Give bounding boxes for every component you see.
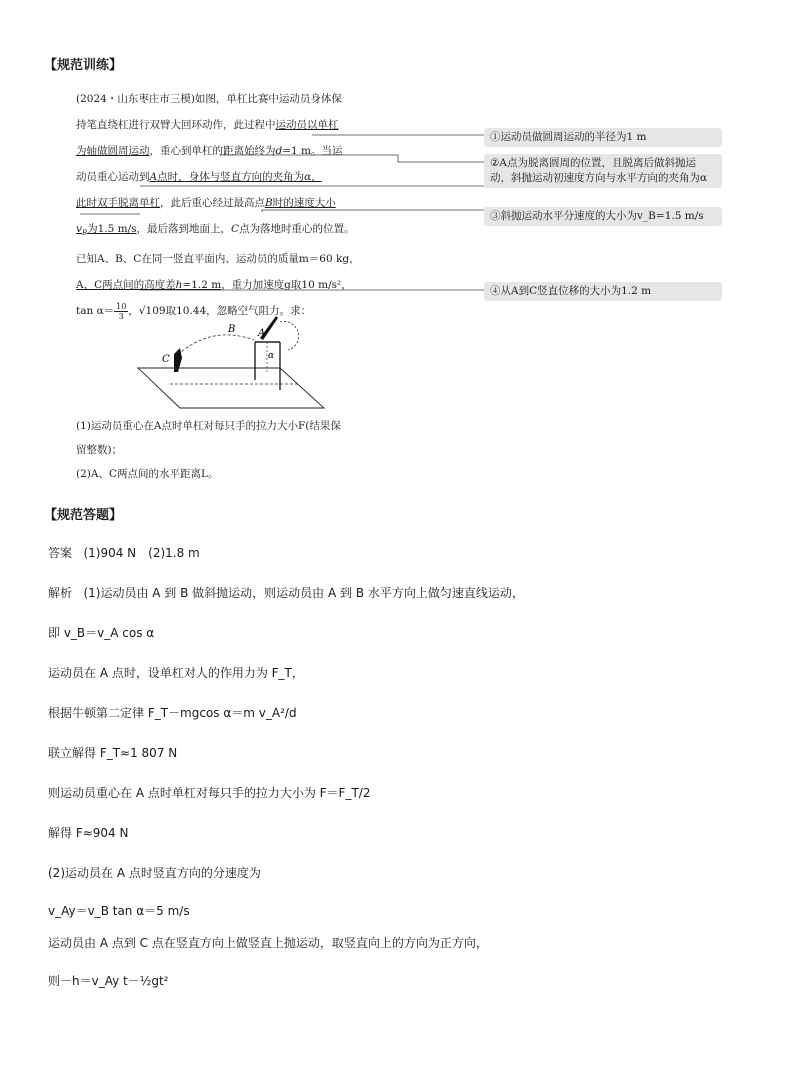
question-1-line-1: (1)运动员重心在A点时单杠对每只手的拉力大小F(结果保: [76, 420, 341, 432]
problem-line-6: $v_B$为1.5 m/s，最后落到地面上，C点为落地时重心的位置。: [76, 223, 355, 238]
ground-plane: [138, 368, 324, 408]
section-title-answer: 【规范答题】: [44, 508, 123, 523]
label-C: C: [162, 354, 170, 365]
analysis-line-10: 运动员由 A 点到 C 点在竖直方向上做竖直上抛运动，取竖直向上的方向为正方向，: [48, 936, 488, 950]
problem-line-8: A、C两点间的高度差h=1.2 m，重力加速度g取10 m/s²，: [76, 279, 352, 292]
analysis-line-3: 运动员在 A 点时，设单杠对人的作用力为 F_T，: [48, 666, 304, 680]
circle-arc: [280, 321, 299, 350]
analysis-line-4: 根据牛顿第二定律 F_T－mgcos α＝m v_A²/d: [48, 706, 297, 720]
problem-line-3: 为轴做圆周运动，重心到单杠的距离始终为d=1 m。当运: [76, 145, 343, 157]
problem-line-9: tan α＝ $\frac{10}{3}$ ，√109取10.44，忽略空气阻力。求：: [76, 301, 312, 321]
trajectory-path: [174, 335, 254, 358]
problem-line-7: 已知A、B、C在同一竖直平面内、运动员的质量m＝60 kg，: [76, 253, 360, 266]
problem-line-2: 持笔直绕杠进行双臂大回环动作，此过程中运动员以单杠: [76, 119, 339, 131]
section-title-training: 【规范训练】: [44, 58, 123, 73]
analysis-line-9: v_Ay＝v_B tan α＝5 m/s: [48, 904, 190, 918]
analysis-line-5: 联立解得 F_T≈1 807 N: [48, 746, 178, 760]
answer-line: 答案 (1)904 N (2)1.8 m: [48, 546, 200, 560]
gymnast-diagram: [130, 312, 330, 412]
questions: [76, 414, 396, 486]
fraction-10-3: $\frac{10}{3}$: [116, 301, 127, 321]
callout-1: ①运动员做圆周运动的半径为1 m: [484, 128, 722, 147]
analysis-line-6: 则运动员重心在 A 点时单杠对每只手的拉力大小为 F＝F_T/2: [48, 786, 371, 800]
analysis-line-1: 解析 (1)运动员由 A 到 B 做斜抛运动，则运动员由 A 到 B 水平方向上做匀速直线运动，: [48, 586, 524, 600]
callout-2: ②A点为脱离圆周的位置，且脱离后做斜抛运动，斜抛运动初速度方向与水平方向的夹角为α: [484, 154, 722, 188]
analysis-line-11: 则－h＝v_Ay t－½gt²: [48, 974, 169, 988]
callout-3: ③斜抛运动水平分速度的大小为v_B=1.5 m/s: [484, 207, 722, 226]
problem-line-4: 动员重心运动到A点时，身体与竖直方向的夹角为α，: [76, 171, 322, 183]
problem-line-5: 此时双手脱离单杠，此后重心经过最高点B时的速度大小: [76, 197, 336, 209]
label-B: B: [228, 324, 236, 335]
question-1-line-2: 留整数)；: [76, 444, 123, 456]
question-2: (2)A、C两点间的水平距离L。: [76, 468, 219, 480]
label-alpha: α: [268, 351, 275, 361]
problem-text: [76, 86, 396, 324]
analysis-line-2: 即 v_B＝v_A cos α: [48, 626, 155, 640]
analysis-line-8: (2)运动员在 A 点时竖直方向的分速度为: [48, 866, 261, 880]
label-A: A: [258, 328, 266, 339]
problem-line-1: (2024・山东枣庄市三模)如图，单杠比赛中运动员身体保: [76, 93, 342, 105]
analysis-line-7: 解得 F≈904 N: [48, 826, 129, 840]
callout-4: ④从A到C竖直位移的大小为1.2 m: [484, 282, 722, 301]
